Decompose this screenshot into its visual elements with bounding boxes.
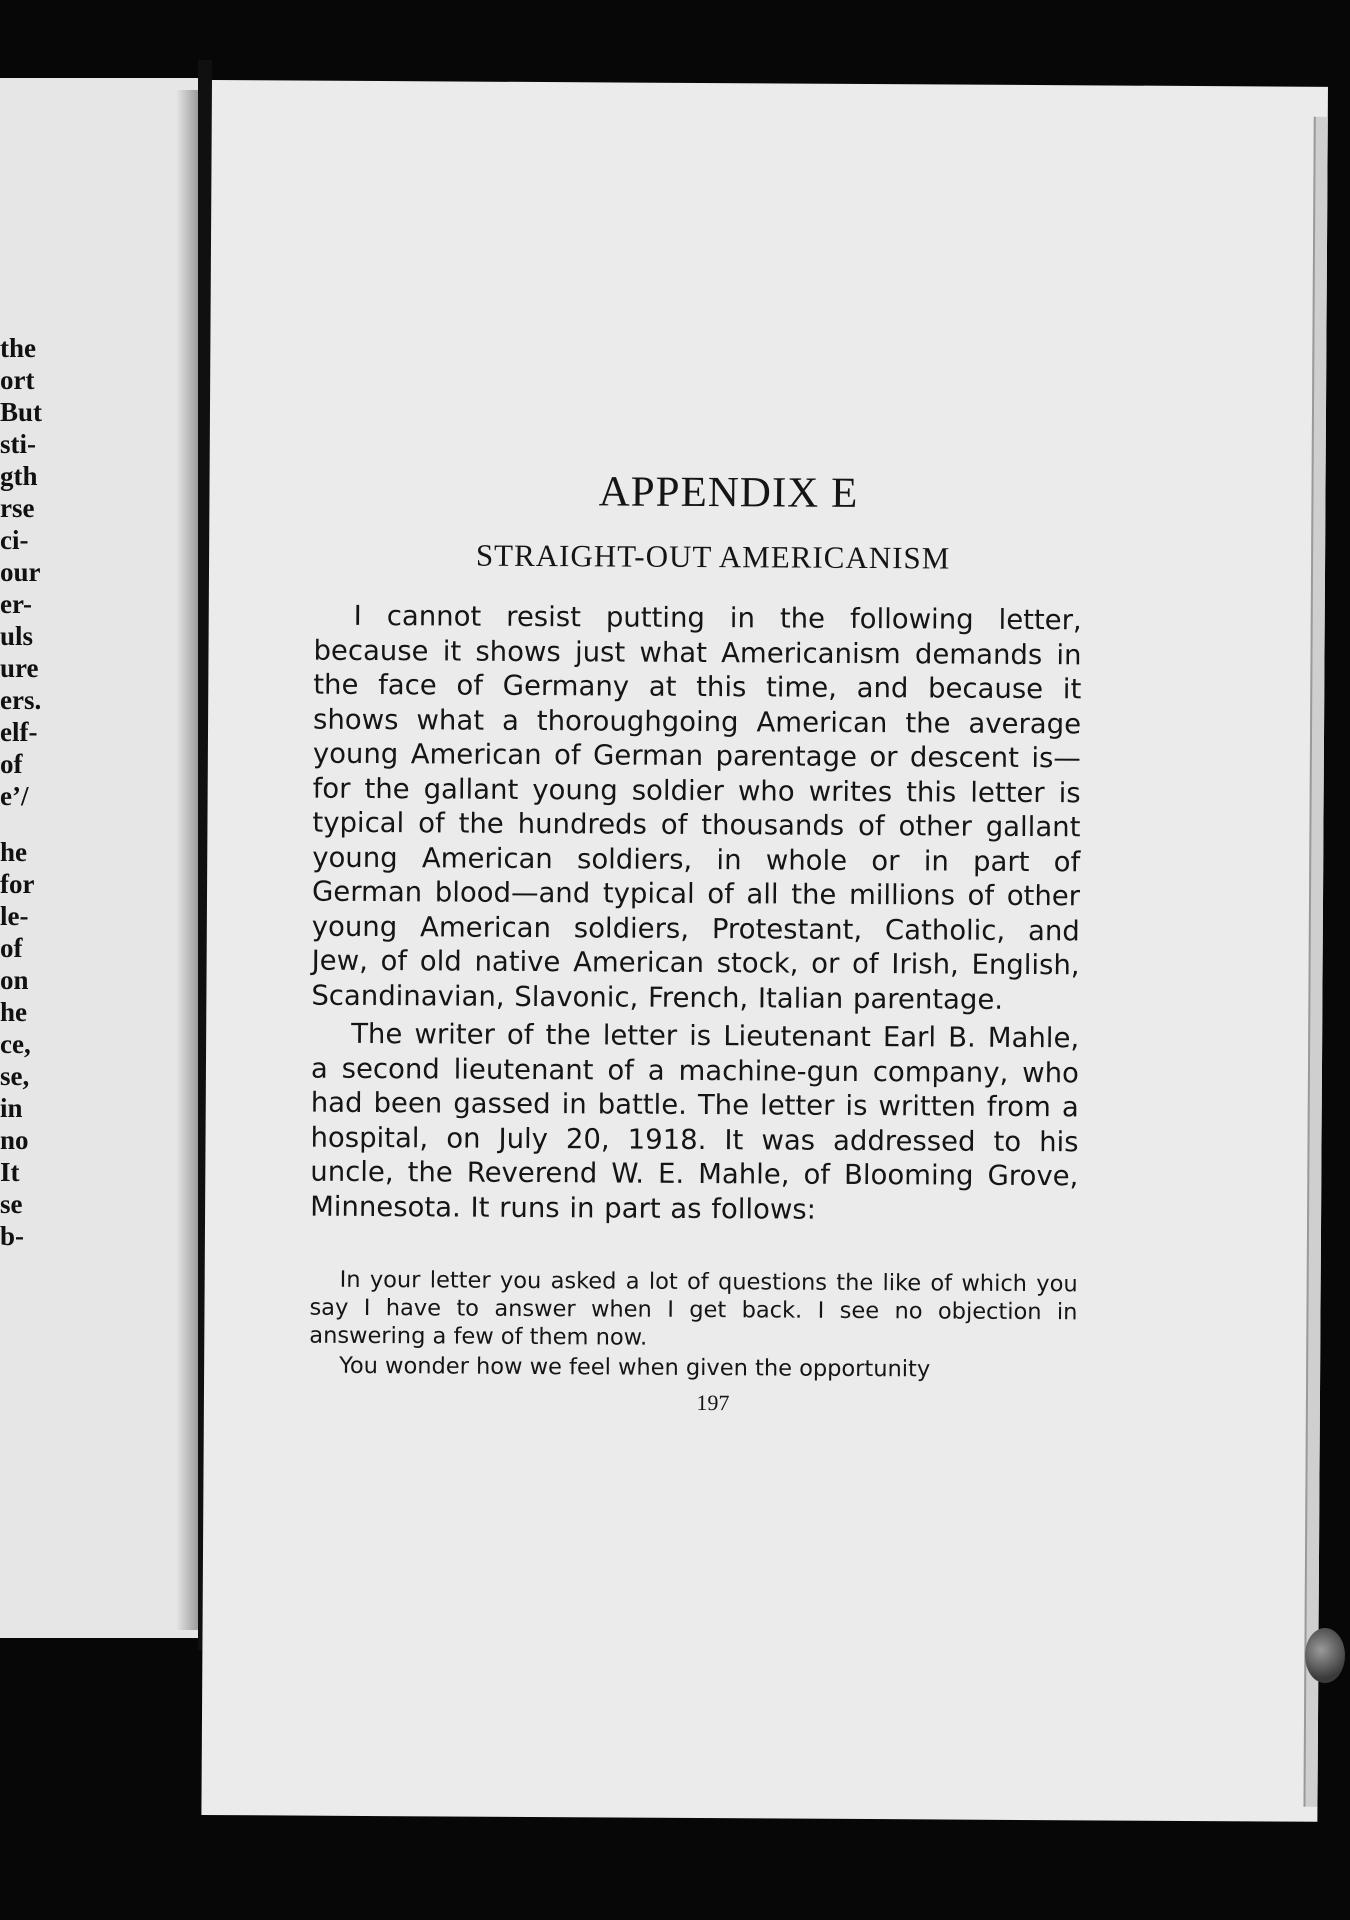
- previous-page-line-fragment: [0, 812, 198, 836]
- page-number: 197: [696, 1389, 730, 1416]
- letter-quote: [309, 1266, 1078, 1385]
- previous-page-line-fragment: of: [0, 933, 23, 963]
- previous-page-line-fragment: e’/: [0, 781, 29, 811]
- spine-shadow: [176, 90, 200, 1630]
- previous-page-line-fragment: ce,: [0, 1029, 31, 1059]
- book-page: [201, 80, 1328, 1822]
- previous-page-line-fragment: se,: [0, 1061, 30, 1091]
- body-paragraph: I cannot resist putting in the following letter, because it shows just what Americanism demands in the face of Germany at this time, and because it shows what a thoroughgoing American the average young American of German parentage or descent is—for the gallant young soldier who writes this letter is typical of the hundreds of thousands of other gallant young American soldiers, in whole or in part of German blood—and typical of all the millions of other young American soldiers, Protestant, Catholic, and Jew, of old native American stock, or of Irish, English, Scandinavian, Slavonic, French, Italian parentage.: [311, 599, 1082, 1016]
- previous-page-line-fragment: uls: [0, 621, 34, 651]
- previous-page-line-fragment: rse: [0, 493, 35, 523]
- previous-page-line-fragment: But: [0, 397, 43, 427]
- previous-page-line-fragment: ort: [0, 365, 35, 395]
- previous-page-line-fragment: the: [0, 333, 36, 363]
- section-title: STRAIGHT-OUT AMERICANISM: [475, 537, 951, 576]
- previous-page-line-fragment: elf-: [0, 717, 38, 747]
- previous-page-line-fragment: le-: [0, 901, 29, 931]
- previous-page-line-fragment: b-: [0, 1221, 25, 1251]
- previous-page-line-fragment: he: [0, 837, 27, 867]
- body-paragraph: The writer of the letter is Lieutenant Earl B. Mahle, a second lieutenant of a machine-gun company, who had been gassed in battle. The letter is written from a hospital, on July 20, 1918. It was addressed to his uncle, the Reverend W. E. Mahle, of Blooming Grove, Minnesota. It runs in part as follows:: [310, 1017, 1080, 1226]
- page-content: [309, 466, 1083, 1419]
- previous-page-line-fragment: sti-: [0, 429, 36, 459]
- previous-page-line-fragment: our: [0, 557, 41, 587]
- appendix-title: APPENDIX E: [598, 468, 859, 517]
- previous-page-line-fragment: er-: [0, 589, 32, 619]
- previous-page-text: [0, 332, 198, 1252]
- previous-page-line-fragment: he: [0, 997, 27, 1027]
- previous-page-line-fragment: gth: [0, 461, 38, 491]
- previous-page-line-fragment: ers.: [0, 685, 42, 715]
- scan-artifact: [1305, 1628, 1345, 1683]
- quote-paragraph: You wonder how we feel when given the opportunity: [339, 1352, 931, 1383]
- previous-page-fragment: [0, 78, 198, 1638]
- previous-page-line-fragment: in: [0, 1093, 23, 1123]
- quote-paragraph: In your letter you asked a lot of questions the like of which you say I have to answer when I get back. I see no objection in answering a few of them now.: [309, 1266, 1078, 1351]
- previous-page-line-fragment: ci-: [0, 525, 29, 555]
- previous-page-line-fragment: It: [0, 1157, 20, 1187]
- previous-page-line-fragment: for: [0, 869, 35, 899]
- page-edge: [1303, 117, 1327, 1807]
- previous-page-line-fragment: no: [0, 1125, 29, 1155]
- previous-page-line-fragment: of: [0, 749, 23, 779]
- previous-page-line-fragment: ure: [0, 653, 39, 683]
- previous-page-line-fragment: on: [0, 965, 29, 995]
- previous-page-line-fragment: se: [0, 1189, 23, 1219]
